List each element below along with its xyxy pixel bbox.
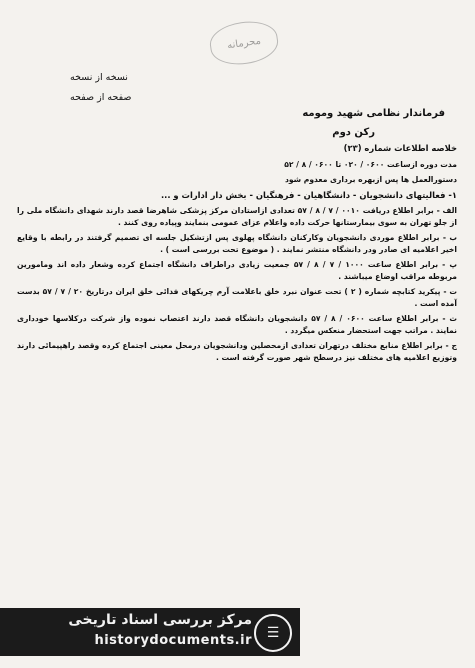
document-order: دستورالعمل ها پس ازبهره برداری معدوم شود [284, 175, 457, 184]
watermark-banner [0, 608, 300, 656]
paragraph: الف - برابر اطلاع دریافت ۰۰۱۰ / ۷ / ۸ / ۵۷ تعدادی ازاستادان مرکز پزشکی شاهرضا قصد دارند شهدای دانشگاه ملی را از جلو تهران به سوی بیمارستانها حرکت داده واعلام عزای عمومی بنمایند وپیاده روی کنند . [17, 206, 458, 227]
document-header [195, 104, 445, 142]
archive-site: historydocuments.ir [94, 633, 252, 648]
copy-line: نسخه از نسخه [70, 72, 128, 83]
stamp-text: محرمانه [226, 35, 262, 51]
paragraph: ت - پیکرید کتابچه شماره ( ۲ ) تحت عنوان نبرد خلق باعلامت آرم چریکهای فدائی خلق ایران درتاریخ ۲۰ / ۷ / ۵۷ بدست آمده است . [17, 287, 458, 308]
confidential-stamp [207, 17, 280, 68]
document-body [17, 143, 457, 367]
paragraph: ب - برابر اطلاع موردی دانشجویان وکارکنان دانشگاه پهلوی پس ازتشکیل جلسه ای تصمیم گرفتند در رابطه با وقایع اخیر اعلامیه ای صادر ودر دانشگاه منتشر نمایند . ( موضوع تحت بررسی است ) . [17, 233, 457, 254]
archive-logo-icon: ☰ [254, 614, 292, 652]
page-line: صفحه از صفحه [70, 92, 132, 103]
archive-name: مرکز بررسی اسناد تاریخی [68, 612, 252, 628]
recipient: فرماندار نظامی شهید ومومه [302, 108, 445, 119]
paragraph: ج - برابر اطلاع منابع مختلف درتهران تعدادی ازمحصلین ودانشجویان درمحل معینی اجتماع کرده وقصد راهپیمائی دارند وتوزیع اعلامیه های مختلف نیز درسطح شهر صورت گرفته است . [17, 341, 457, 362]
copy-info [70, 68, 200, 108]
paragraph: ث - برابر اطلاع ساعت ۰۶۰۰ / ۸ / ۵۷ دانشجویان دانشگاه قصد دارند اعتصاب نموده واز شرکت درکلاسها خودداری نمایند . مراتب جهت استحضار منعکس میگردد . [17, 314, 458, 335]
document-title: خلاصه اطلاعات شماره (۲۳) [343, 143, 457, 153]
unit: رکن دوم [332, 127, 375, 138]
section-title: ۱- فعالیتهای دانشجویان - دانشگاهیان - فرهنگیان - بخش دار ادارات و ... [160, 189, 457, 200]
paragraph: پ - برابر اطلاع ساعت ۱۰۰۰ / ۷ / ۸ / ۵۷ جمعیت زیادی دراطراف دانشگاه اجتماع کرده وشعار داده اند ومامورین مربوطه مراقب اوضاع میباشند . [17, 260, 457, 281]
document-period: مدت دوره ازساعت ۰۶۰۰ / ۰۲۰ تا ۰۶۰۰ / ۸ / ۵۲ [284, 159, 457, 169]
